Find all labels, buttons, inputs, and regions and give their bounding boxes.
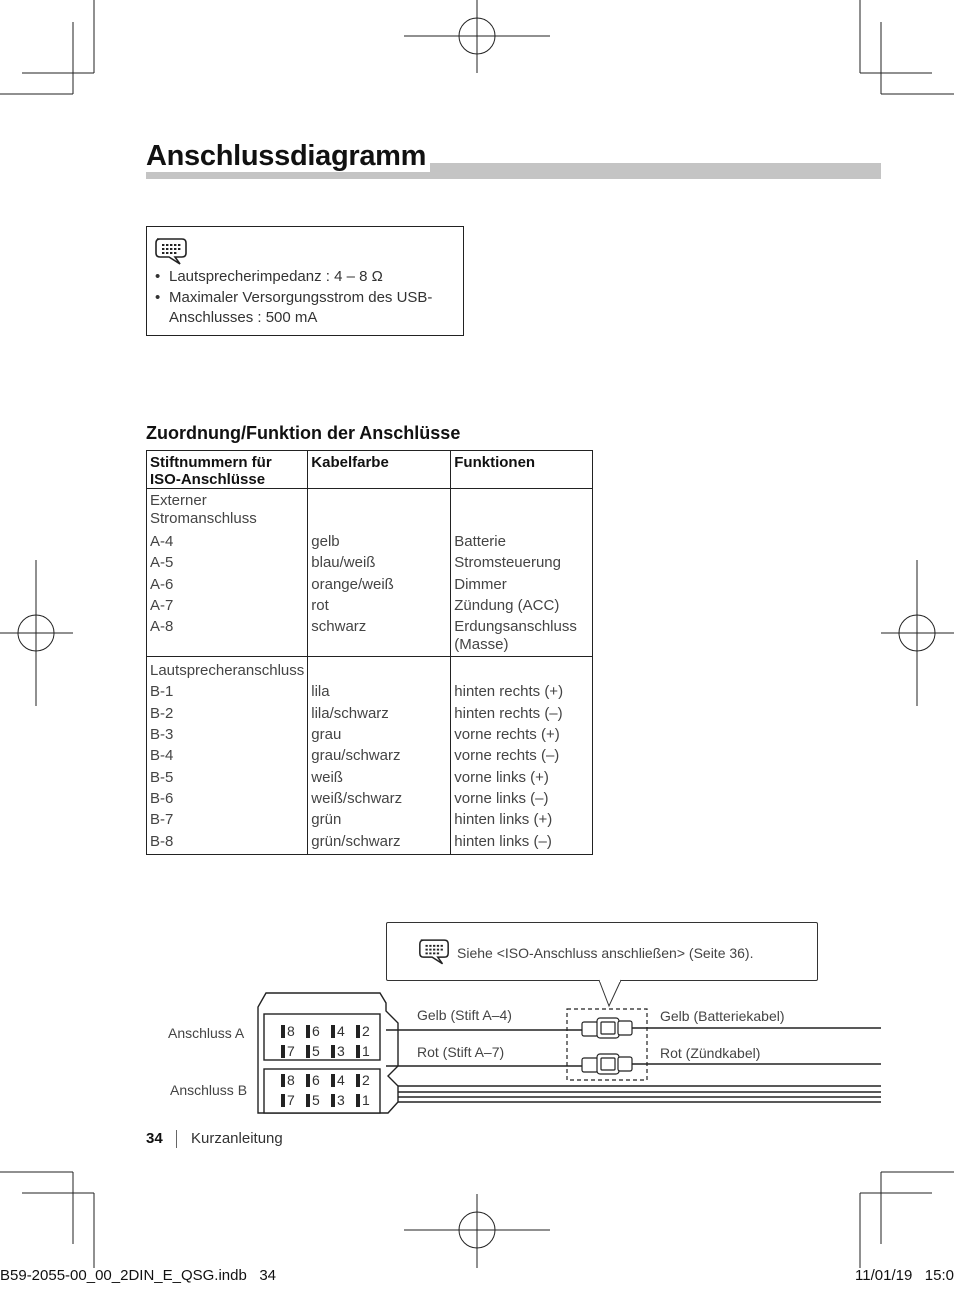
wire-label-ignition: Rot (Zündkabel) <box>660 1045 761 1061</box>
function-cell: Stromsteuerung <box>454 554 561 572</box>
note-item: • Maximaler Versorgungsstrom des USB- Anschlusses : 500 mA <box>155 288 455 329</box>
pin-number: 6 <box>312 1023 320 1039</box>
callout-text: Siehe <ISO-Anschluss anschließen> (Seite 36). <box>457 945 754 961</box>
function-cell: hinten rechts (–) <box>454 704 563 722</box>
pin-cell: B-3 <box>150 726 174 744</box>
function-cell: vorne rechts (–) <box>454 747 560 765</box>
group-title: Stromanschluss <box>150 509 257 527</box>
pin-number: 2 <box>362 1023 370 1039</box>
color-cell: orange/weiß <box>311 575 394 593</box>
pin-cell: A-5 <box>150 554 174 572</box>
page-number: 34 <box>146 1130 163 1147</box>
pin-cell: B-2 <box>150 704 174 722</box>
function-cell: Batterie <box>454 533 506 550</box>
function-cell: hinten links (+) <box>454 811 553 829</box>
wire-label-red-pin: Rot (Stift A–7) <box>417 1044 505 1060</box>
function-cell: Erdungsanschluss <box>454 618 577 636</box>
color-cell: schwarz <box>311 618 367 636</box>
header-function: Funktionen <box>451 451 593 489</box>
pin-cell: A-6 <box>150 575 174 593</box>
pin-number: 7 <box>287 1043 295 1059</box>
pin-number: 8 <box>287 1023 295 1039</box>
header-color: Kabelfarbe <box>308 451 451 489</box>
pin-number: 1 <box>362 1043 370 1059</box>
print-slug-file: B59-2055-00_00_2DIN_E_QSG.indb 34 <box>0 1267 277 1284</box>
callout-pointer <box>599 980 621 1006</box>
function-cell: hinten rechts (+) <box>454 683 564 701</box>
pin-cell: B-4 <box>150 747 174 765</box>
color-cell: rot <box>311 596 329 614</box>
group-title: Lautsprecheranschluss <box>150 662 305 680</box>
function-cell: vorne links (+) <box>454 768 549 786</box>
pin-cell: A-7 <box>150 596 174 614</box>
pin-number: 3 <box>337 1092 345 1108</box>
section-heading: Zuordnung/Funktion der Anschlüsse <box>146 423 461 443</box>
wires <box>386 1028 881 1102</box>
function-cell: Dimmer <box>454 575 507 593</box>
splice-connectors <box>582 1018 632 1074</box>
pin-cell: B-1 <box>150 683 174 701</box>
group-title: Externer <box>150 492 207 509</box>
pin-number: 7 <box>287 1092 295 1108</box>
wire-label-battery: Gelb (Batteriekabel) <box>660 1008 785 1024</box>
pin-cell: B-5 <box>150 768 174 786</box>
pin-number: 4 <box>337 1023 345 1039</box>
color-cell: blau/weiß <box>311 554 376 572</box>
pin-number: 4 <box>337 1072 345 1088</box>
iso-connector-housing <box>258 993 398 1113</box>
header-pin: Stiftnummern für ISO-Anschlüsse <box>147 451 308 489</box>
pin-number: 5 <box>312 1043 320 1059</box>
function-cell: vorne rechts (+) <box>454 726 560 744</box>
footer-divider <box>176 1130 177 1148</box>
pin-number: 5 <box>312 1092 320 1108</box>
color-cell: weiß <box>311 768 343 786</box>
connector-b-label: Anschluss B <box>170 1082 248 1098</box>
pin-number: 3 <box>337 1043 345 1059</box>
pin-cell: B-7 <box>150 811 174 829</box>
function-cell: Zündung (ACC) <box>454 596 560 614</box>
color-cell: gelb <box>311 533 340 550</box>
wire-label-yellow-pin: Gelb (Stift A–4) <box>417 1007 512 1023</box>
color-cell: grün/schwarz <box>311 832 401 850</box>
color-cell: grün <box>311 811 342 829</box>
note-item: • Lautsprecherimpedanz : 4 – 8 Ω <box>155 267 455 288</box>
pin-number: 6 <box>312 1072 320 1088</box>
pin-number: 8 <box>287 1072 295 1088</box>
page-title: Anschlussdiagramm <box>146 140 430 173</box>
footer-section: Kurzanleitung <box>191 1130 283 1147</box>
connector-a-label: Anschluss A <box>168 1025 245 1041</box>
function-cell: vorne links (–) <box>454 789 549 807</box>
pin-cell: B-6 <box>150 789 174 807</box>
pin-cell: A-4 <box>150 533 174 550</box>
pin-cell: A-8 <box>150 618 174 636</box>
color-cell: grau <box>311 726 342 744</box>
color-cell: lila <box>311 683 330 701</box>
color-cell: weiß/schwarz <box>311 789 403 807</box>
pin-number: 2 <box>362 1072 370 1088</box>
color-cell: grau/schwarz <box>311 747 401 765</box>
print-slug-date: 11/01/19 15:0 <box>855 1267 954 1284</box>
color-cell: lila/schwarz <box>311 704 389 722</box>
pin-cell: B-8 <box>150 832 174 850</box>
function-cell: (Masse) <box>454 635 509 653</box>
pin-number: 1 <box>362 1092 370 1108</box>
function-cell: hinten links (–) <box>454 832 552 850</box>
